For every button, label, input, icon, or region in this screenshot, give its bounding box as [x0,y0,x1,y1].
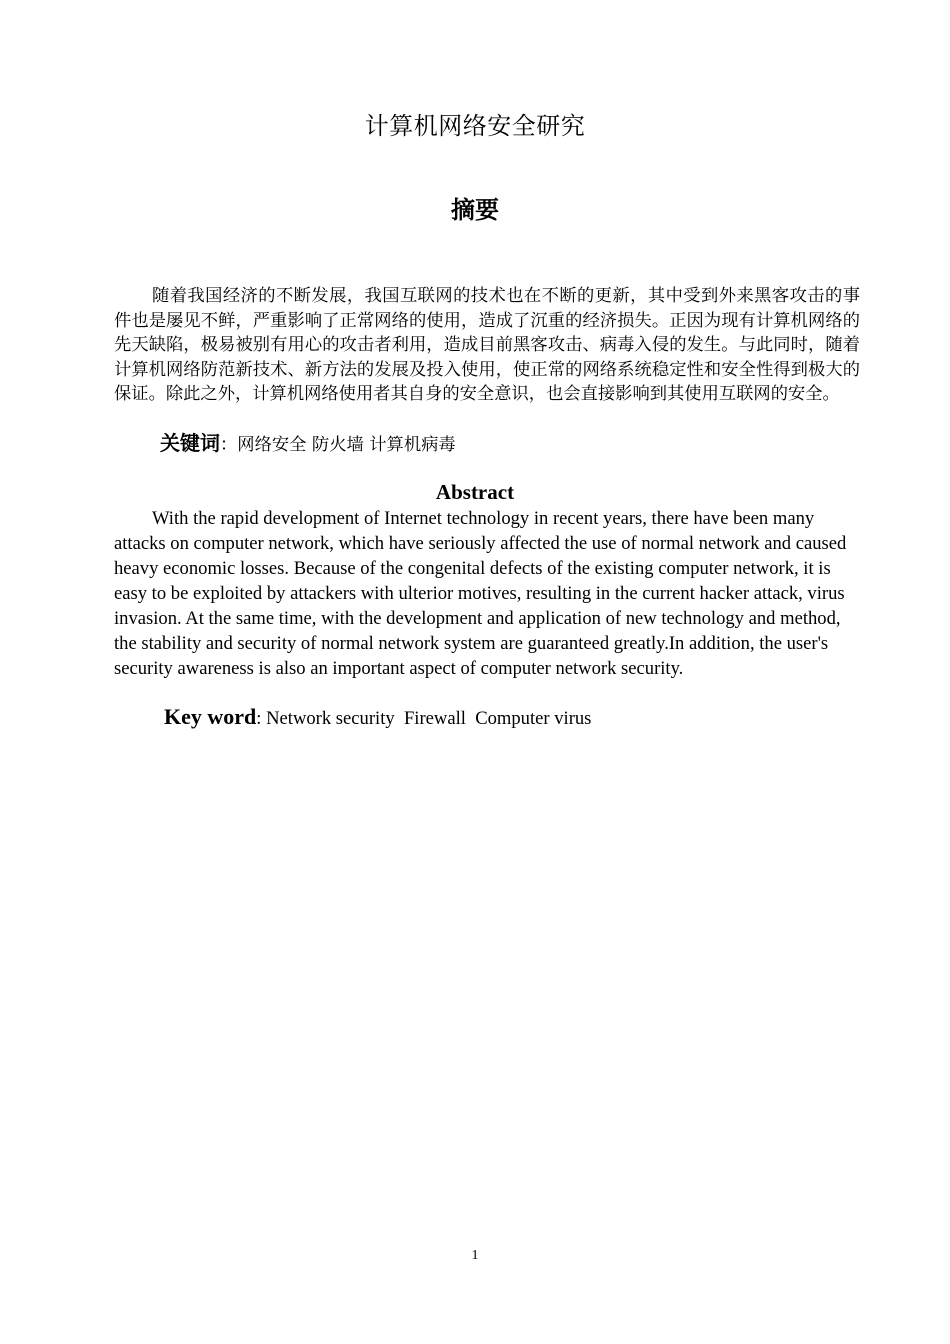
en-abstract-heading: Abstract [435,480,515,504]
cn-keywords-value: 网络安全 防火墙 计算机病毒 [237,435,456,455]
en-keywords-separator: : [256,708,267,729]
cn-keywords-separator: ： [220,435,238,455]
en-abstract-body: With the rapid development of Internet technology in recent years, there have been many attacks on computer network, which have seriously affected the use of normal network and caused heavy economic losses. Because of the congenital defects of the existing computer network, it is easy to be exploited by attackers with ulterior motives, resulting in the current hacker attack, virus invasion. At the same time, with the development and application of new technology and method, the stability and security of normal network system are guaranteed greatly.In addition, the user's security awareness is also an important aspect of computer network security. [114,508,847,679]
en-keywords-value: Network security Firewall Computer virus [266,708,592,729]
cn-keywords-label: 关键词 [160,431,220,455]
cn-keywords-line [160,431,456,457]
document-title: 计算机网络安全研究 [364,112,586,140]
cn-abstract-body: 随着我国经济的不断发展，我国互联网的技术也在不断的更新，其中受到外来黑客攻击的事件也是屡见不鲜，严重影响了正常网络的使用，造成了沉重的经济损失。正因为现有计算机网络的先天缺陷，极易被别有用心的攻击者利用，造成目前黑客攻击、病毒入侵的发生。与此同时，随着计算机网络防范新技术、新方法的发展及投入使用，使正常的网络系统稳定性和安全性得到极大的保证。除此之外，计算机网络使用者其自身的安全意识，也会直接影响到其使用互联网的安全。 [114,286,860,404]
page-number: 1 [471,1248,479,1263]
en-keywords-line [164,704,591,732]
cn-abstract-heading: 摘要 [451,195,499,224]
en-keywords-label: Key word [164,704,257,729]
